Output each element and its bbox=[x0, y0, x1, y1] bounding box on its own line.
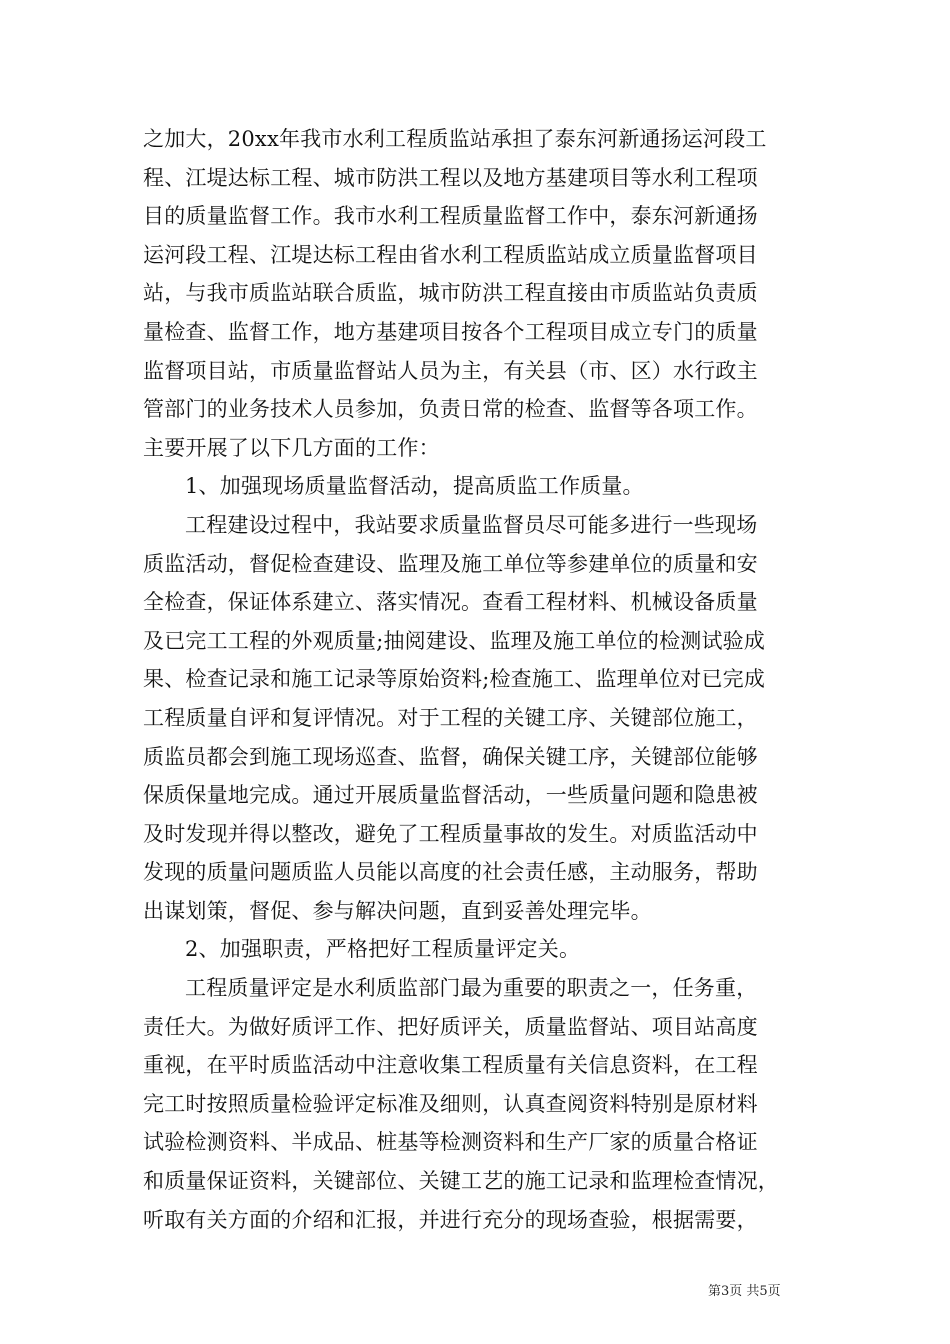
text-line: 完工时按照质量检验评定标准及细则，认真查阅资料特别是原材料 bbox=[143, 1091, 758, 1116]
text-line: 1、加强现场质量监督活动，提高质监工作质量。 bbox=[185, 474, 644, 499]
text-line: 站，与我市质监站联合质监，城市防洪工程直接由市质监站负责质 bbox=[143, 281, 758, 306]
text-line: 运河段工程、江堤达标工程由省水利工程质监站成立质量监督项目 bbox=[143, 242, 758, 267]
text-line: 目的质量监督工作。我市水利工程质量监督工作中，泰东河新通扬 bbox=[143, 204, 758, 229]
text-line: 量检查、监督工作，地方基建项目按各个工程项目成立专门的质量 bbox=[143, 319, 758, 344]
page-footer: 第3页 共5页 bbox=[708, 1284, 781, 1299]
text-line: 质监活动，督促检查建设、监理及施工单位等参建单位的质量和安 bbox=[143, 551, 758, 576]
text-line: 听取有关方面的介绍和汇报，并进行充分的现场查验，根据需要， bbox=[143, 1207, 758, 1232]
text-line: 责任大。为做好质评工作、把好质评关，质量监督站、项目站高度 bbox=[143, 1014, 758, 1039]
text-line: 质监员都会到施工现场巡查、监督，确保关键工序，关键部位能够 bbox=[143, 744, 758, 769]
text-line: 试验检测资料、半成品、桩基等检测资料和生产厂家的质量合格证 bbox=[143, 1130, 758, 1155]
text-line: 2、加强职责，严格把好工程质量评定关。 bbox=[185, 937, 581, 962]
text-line: 保质保量地完成。通过开展质量监督活动，一些质量问题和隐患被 bbox=[143, 783, 758, 808]
text-line: 监督项目站，市质量监督站人员为主，有关县（市、区）水行政主 bbox=[143, 358, 758, 383]
text-line: 和质量保证资料，关键部位、关键工艺的施工记录和监理检查情况， bbox=[143, 1169, 779, 1194]
text-line: 及已完工工程的外观质量;抽阅建设、监理及施工单位的检测试验成 bbox=[143, 628, 766, 653]
text-line: 全检查，保证体系建立、落实情况。查看工程材料、机械设备质量 bbox=[143, 590, 758, 615]
text-line: 重视，在平时质监活动中注意收集工程质量有关信息资料，在工程 bbox=[143, 1053, 758, 1078]
text-line: 主要开展了以下几方面的工作： bbox=[143, 435, 440, 460]
text-line: 出谋划策，督促、参与解决问题，直到妥善处理完毕。 bbox=[143, 898, 652, 923]
text-line: 发现的质量问题质监人员能以高度的社会责任感，主动服务，帮助 bbox=[143, 860, 758, 885]
text-line: 果、检查记录和施工记录等原始资料;检查施工、监理单位对已完成 bbox=[143, 667, 766, 692]
text-line: 工程质量自评和复评情况。对于工程的关键工序、关键部位施工， bbox=[143, 705, 758, 730]
text-line: 及时发现并得以整改，避免了工程质量事故的发生。对质监活动中 bbox=[143, 821, 758, 846]
document-body bbox=[143, 120, 813, 1239]
text-line: 工程建设过程中，我站要求质量监督员尽可能多进行一些现场 bbox=[185, 512, 758, 537]
text-line: 管部门的业务技术人员参加，负责日常的检查、监督等各项工作。 bbox=[143, 397, 758, 422]
text-line: 程、江堤达标工程、城市防洪工程以及地方基建项目等水利工程项 bbox=[143, 165, 758, 190]
text-line: 工程质量评定是水利质监部门最为重要的职责之一，任务重， bbox=[185, 976, 758, 1001]
text-line: 之加大，20xx年我市水利工程质监站承担了泰东河新通扬运河段工 bbox=[143, 127, 767, 151]
